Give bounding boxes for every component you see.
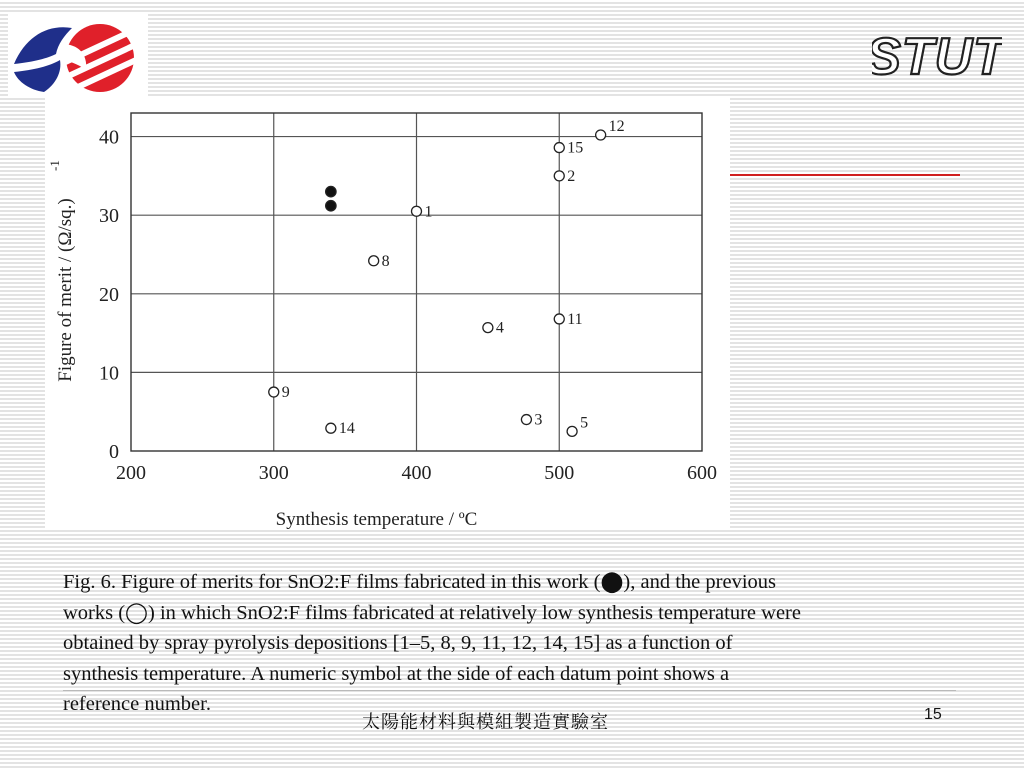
data-point-label: 15 <box>567 139 584 157</box>
data-point-reference <box>567 426 577 436</box>
data-point-label: 14 <box>338 420 355 438</box>
y-tick-label: 10 <box>99 362 119 385</box>
data-point-label: 8 <box>381 252 390 270</box>
figure-caption <box>63 567 993 720</box>
y-axis-title: Figure of merit / (Ω/sq.) <box>55 198 76 382</box>
stut-logo-text: STUT <box>872 28 1002 86</box>
x-tick-label: 400 <box>401 462 432 484</box>
caption-line: reference number. <box>63 693 211 715</box>
data-point-reference <box>554 171 564 181</box>
data-point-this-work <box>326 201 336 211</box>
data-point-label: 3 <box>534 411 543 429</box>
stut-logo <box>872 18 1002 90</box>
footer-rule <box>63 690 956 691</box>
data-point-reference <box>412 206 422 216</box>
x-tick-label: 300 <box>258 462 289 484</box>
data-point-reference <box>326 423 336 433</box>
x-tick-label: 600 <box>687 462 717 484</box>
caption-line: works (◯) in which SnO2:F films fabricated at relatively low synthesis temperature were <box>63 601 801 624</box>
y-tick-label: 20 <box>99 283 119 306</box>
data-point-reference <box>554 143 564 153</box>
x-axis-title: Synthesis temperature / ºC <box>275 509 478 529</box>
university-logo <box>8 14 148 98</box>
y-tick-label: 40 <box>99 126 119 149</box>
y-tick-label: 30 <box>99 205 119 228</box>
data-point-label: 12 <box>608 118 625 136</box>
data-point-reference <box>269 387 279 397</box>
x-tick-label: 500 <box>544 462 575 484</box>
data-point-label: 5 <box>580 414 589 432</box>
scatter-chart <box>45 97 730 529</box>
caption-line: synthesis temperature. A numeric symbol at the side of each datum point shows a <box>63 662 730 685</box>
y-axis-title-exponent: -1 <box>47 160 62 171</box>
data-point-this-work <box>326 186 336 196</box>
data-point-reference <box>521 415 531 425</box>
data-point-label: 4 <box>495 319 504 337</box>
accent-rule <box>730 174 960 176</box>
data-point-reference <box>596 130 606 140</box>
caption-line: Fig. 6. Figure of merits for SnO2:F films fabricated in this work (⬤), and the previous <box>63 571 777 593</box>
data-point-label: 9 <box>281 384 290 402</box>
data-point-reference <box>369 256 379 266</box>
y-tick-label: 0 <box>109 441 119 463</box>
caption-line: obtained by spray pyrolysis depositions [1–5, 8, 9, 11, 12, 14, 15] as a function of <box>63 632 733 654</box>
chart-panel <box>45 97 730 529</box>
data-point-reference <box>483 323 493 333</box>
footer-lab-name: 太陽能材料與模組製造實驗室 <box>362 712 609 733</box>
data-point-reference <box>554 314 564 324</box>
data-point-label: 11 <box>567 310 583 328</box>
page-number: 15 <box>924 706 942 723</box>
x-tick-label: 200 <box>116 462 146 484</box>
data-point-label: 1 <box>424 203 433 221</box>
data-point-label: 2 <box>567 167 576 185</box>
